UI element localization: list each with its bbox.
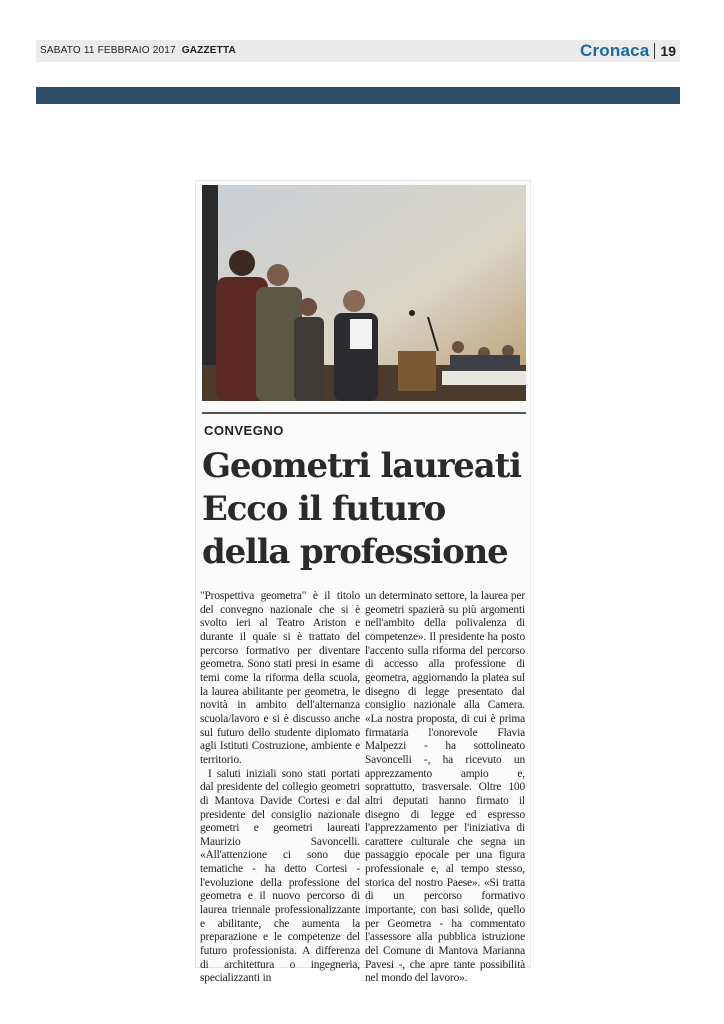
- article-headline: [202, 445, 532, 574]
- header-dateline: [40, 45, 236, 56]
- page-header: [36, 40, 680, 62]
- headline-line-3: della professione: [202, 532, 508, 572]
- article-column-2: [365, 590, 525, 986]
- header-paper-name: GAZZETTA: [181, 45, 236, 56]
- article-paragraph: I saluti iniziali sono stati portati dal presidente del collegio geometri di Mantova Davide Cortesi e dal presidente del consiglio nazionale geometri e geometri laureati Maurizio Savoncelli. «All'attenzione ci sono due tematiche - ha detto Cortesi - l'evoluzione della professione del geometra e il nuovo percorso di laurea triennale professionalizzante e abilitante, che aumenta la preparazione e le competenze del futuro professionista. A differenza di architettura o ingegneria, specializzanti in: [200, 767, 360, 985]
- headline-line-2: Ecco il futuro: [202, 489, 446, 529]
- article-paragraph: "Prospettiva geometra" è il titolo del convegno nazionale che si è svolto ieri al Teatro Ariston e durante il quale si è trattato del percorso formativo per diventare geometra. Sono stati presi in esame temi come la riforma della scuola, la laurea abilitante per geometra, le novità in ambito dell'alternanza scuola/lavoro e si è discusso anche sul futuro dello studente diplomato agli Istituti Costruzione, ambiente e territorio.: [200, 590, 360, 766]
- photo-divider: [202, 412, 526, 414]
- lectern: [398, 351, 436, 391]
- headline-line-1: Geometri laureati: [202, 446, 521, 486]
- photo-icon: [202, 185, 526, 401]
- header-date: SABATO 11 FEBBRAIO 2017: [40, 45, 176, 56]
- page-number: 19: [660, 43, 676, 59]
- header-section: [580, 41, 676, 61]
- section-name: Cronaca: [579, 41, 650, 60]
- article-column-1: [200, 590, 360, 986]
- header-rule: [36, 87, 680, 104]
- table: [442, 371, 526, 385]
- microphone: [409, 310, 415, 316]
- article-paragraph: un determinato settore, la laurea per geometri spazierà su più argomenti nell'ambito della polivalenza di competenze». Il presidente ha posto l'accento sulla riforma del percorso di accesso alla professione di geometra, aggiornando la platea sul disegno di legge presentato dal consiglio nazionale alla Camera. «La nostra proposta, di cui è prima firmataria l'onorevole Flavia Malpezzi - ha sottolineato Savoncelli -, ha ricevuto un apprezzamento ampio e, soprattutto, trasversale. Oltre 100 altri deputati hanno firmato il disegno di legge ed espresso l'apprezzamento per l'iniziativa di carattere culturale che segna un passaggio epocale per una figura professionale e, al tempo stesso, storica del nostro Paese». «Si tratta di un percorso formativo importante, con basi solide, quello per Geometra - ha commentato l'assessore alla pubblica istruzione del Comune di Mantova Marianna Pavesi -, che apre tante possibilità nel mondo del lavoro».: [365, 590, 525, 985]
- article-photo: [202, 185, 526, 401]
- header-separator: [654, 43, 655, 59]
- article-kicker: CONVEGNO: [204, 423, 284, 438]
